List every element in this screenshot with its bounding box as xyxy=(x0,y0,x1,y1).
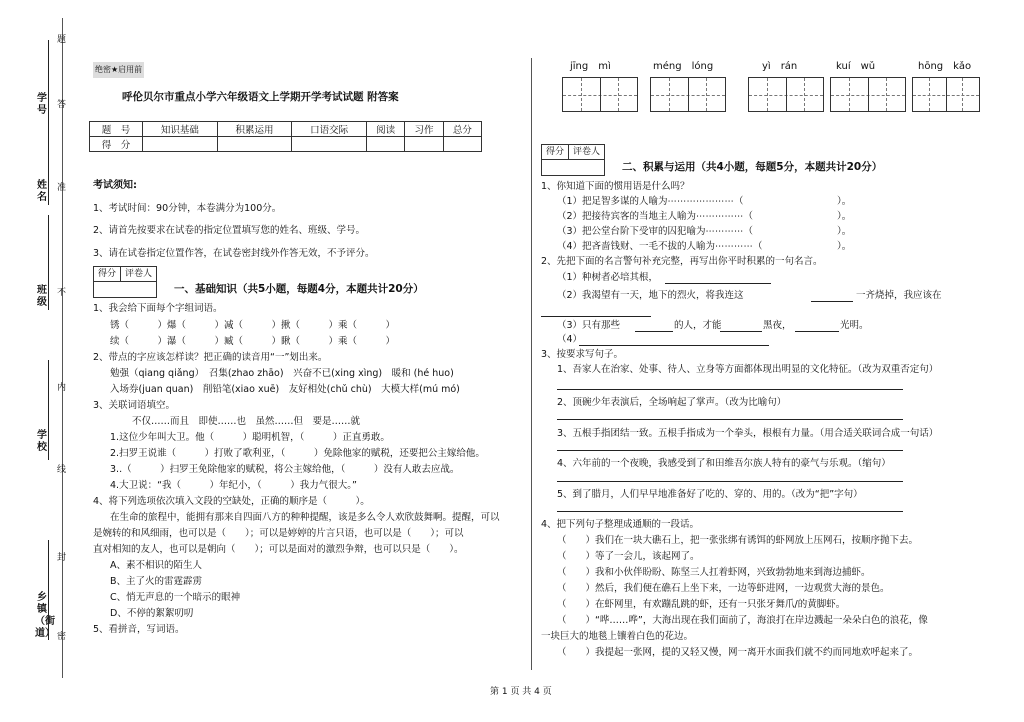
scorer-score-label: 得分 xyxy=(98,269,117,279)
question-line: 续（ ）瀑（ ）臧（ ）瞅（ ）乘（ ） xyxy=(110,336,396,347)
order-item: （ ）在虾网里，有欢蹦乱跳的虾，还有一只张牙舞爪/的黄脚虾。 xyxy=(557,599,846,610)
seal-char: 内 xyxy=(57,383,67,393)
question-line: 1、你知道下面的惯用语是什么吗？ xyxy=(541,181,690,192)
class-field[interactable] xyxy=(48,215,49,310)
score-header-cell: 总分 xyxy=(443,122,481,137)
scorer-score-label: 得分 xyxy=(546,147,565,157)
question-line: 勉强（qiang qiǎng） 召集(zhao zhāo) 兴奋不已(xing xìng) 暖和 (hé huo) xyxy=(110,368,454,379)
question-item: 3、五根手指团结一致。五根手指成为一个拳头，根根有力量。（用合适关联词合成一句话） xyxy=(557,428,939,439)
order-item: （ ）我和小伙伴盼盼、陈坚三人扛着虾网，兴致勃勃地来到海边捕虾。 xyxy=(557,567,871,578)
question-item: （3）把公堂台阶下受审的囚犯喻为⋯⋯⋯⋯（ xyxy=(557,226,754,237)
pinyin-writing-box[interactable] xyxy=(562,77,638,112)
order-item: （ ）然后，我们便在礁石上坐下来，一边等虾进网，一边观赏大海的景色。 xyxy=(557,583,890,594)
question-item: （1）种树者必培其根， xyxy=(557,272,659,283)
answer-blank[interactable] xyxy=(541,316,651,317)
scorer-box xyxy=(541,144,605,160)
scorer-reviewer-label: 评卷人 xyxy=(120,267,156,281)
scorer-reviewer-label: 评卷人 xyxy=(568,145,604,159)
question-item: 2、顶碗少年表演后，全场响起了掌声。（改为比喻句） xyxy=(557,397,787,408)
answer-blank[interactable] xyxy=(665,283,771,284)
question-line: 2、带点的字应该怎样读？把正确的读音用“一”划出来。 xyxy=(93,352,328,363)
pinyin-label: méng lóng xyxy=(653,61,714,72)
score-input-cell[interactable] xyxy=(143,137,218,152)
student-number-field[interactable] xyxy=(48,40,49,120)
order-item: 一块巨大的地毯上镶着白色的花边。 xyxy=(541,631,694,642)
option-line: B、主了火的雷霆霹雳 xyxy=(110,576,203,587)
question-line: 锈（ ）爆（ ）减（ ）揪（ ）乘（ ） xyxy=(110,320,396,331)
question-item: 1、吾家人在治家、处事、待人、立身等方面都体现出明显的文化特征。（改为双重否定句） xyxy=(557,364,939,375)
seal-char: 不 xyxy=(57,288,67,298)
section2-heading: 二、积累与运用（共4小题，每题5分，本题共计20分） xyxy=(622,161,883,173)
name-label: 姓名 xyxy=(37,180,47,203)
question-item: 4、六年前的一个夜晚，我感受到了和田维吾尔族人特有的豪气与乐观。（缩句） xyxy=(557,458,891,469)
question-line: 1.这位少年叫大卫。他（ ）聪明机智，（ ）正直勇敢。 xyxy=(110,432,390,443)
question-line: 入场券(juan quan) 削铅笔(xiao xuē) 友好相处(chǔ chù) 大模大样(mú mó) xyxy=(110,384,460,395)
question-item: 光明。 xyxy=(840,320,869,331)
question-item: 黑夜， xyxy=(763,320,792,331)
score-input-cell[interactable] xyxy=(367,137,405,152)
question-line: 是婉转的和风细雨，也可以是（ ）；可以是婷婷的片言只语，也可以是（ ）；可以 xyxy=(93,528,464,539)
answer-close: ）。 xyxy=(837,226,852,237)
binding-line xyxy=(62,18,63,678)
score-header-cell: 题 号 xyxy=(90,122,143,137)
question-item: （2）我渴望有一天，地下的烈火，将我连这 xyxy=(557,290,744,301)
question-line: 不仅……而且 即使……也 虽然……但 要是……就 xyxy=(132,416,361,427)
answer-close: ）。 xyxy=(837,196,852,207)
score-header-cell: 口语交际 xyxy=(292,122,367,137)
score-input-cell[interactable] xyxy=(217,137,292,152)
pinyin-writing-box[interactable] xyxy=(830,77,906,112)
answer-line[interactable] xyxy=(557,450,903,451)
pinyin-label: jīng mì xyxy=(570,61,611,72)
question-item: （3）只有那些 xyxy=(557,320,621,331)
notice-item: 1、考试时间：90分钟，本卷满分为100分。 xyxy=(93,203,282,214)
scorer-input[interactable] xyxy=(93,281,157,298)
question-line: 3、按要求写句子。 xyxy=(541,349,624,360)
question-line: 4.大卫说：“我（ ）年纪小，（ ）我力气很大。” xyxy=(110,480,357,491)
score-input-cell[interactable] xyxy=(443,137,481,152)
question-item: 一齐烧掉，我应该在 xyxy=(856,290,942,301)
school-field[interactable] xyxy=(48,360,49,460)
answer-blank[interactable] xyxy=(579,345,769,346)
answer-line[interactable] xyxy=(557,511,903,512)
score-table xyxy=(89,121,482,152)
question-item: 的人，才能 xyxy=(674,320,722,331)
seal-char: 线 xyxy=(57,465,67,475)
option-line: C、悄无声息的一个暗示的眼神 xyxy=(110,592,241,603)
order-item: （ ）“哗……哗”，大海出现在我们面前了，海浪打在岸边溅起一朵朵白色的浪花，像 xyxy=(557,615,928,626)
question-line: 4、把下列句子整理成通顺的一段话。 xyxy=(541,519,700,530)
answer-line[interactable] xyxy=(557,389,903,390)
school-label: 学校 xyxy=(37,430,47,453)
option-line: D、不停的絮絮叨叨 xyxy=(110,608,194,619)
answer-blank[interactable] xyxy=(720,331,762,332)
order-item: （ ）我们在一块大礁石上，把一张张绑有诱饵的虾网放上压网石，按顺序抛下去。 xyxy=(557,535,919,546)
answer-close: ）。 xyxy=(837,211,852,222)
question-line: 2.扫罗王说谁（ ）打败了歌利亚，（ ）免除他家的赋税，还要把公主嫁给他。 xyxy=(110,448,485,459)
column-divider xyxy=(531,58,532,670)
section1-heading: 一、基础知识（共5小题，每题4分，本题共计20分） xyxy=(174,283,424,295)
seal-char: 准 xyxy=(57,183,67,193)
score-header-cell: 阅读 xyxy=(367,122,405,137)
question-item: （2）把接待宾客的当地主人喻为⋯⋯⋯⋯⋯（ xyxy=(557,211,754,222)
seal-char: 封 xyxy=(57,553,67,563)
notice-title: 考试须知: xyxy=(93,180,137,191)
question-line: 1、我会给下面每个字组词语。 xyxy=(93,303,223,314)
page-footer: 第 1 页 共 4 页 xyxy=(490,687,552,697)
score-header-cell: 知识基础 xyxy=(143,122,218,137)
seal-char: 答 xyxy=(57,100,67,110)
class-label: 班级 xyxy=(37,285,47,308)
pinyin-writing-box[interactable] xyxy=(748,77,824,112)
answer-line[interactable] xyxy=(557,481,903,482)
order-item: （ ）等了一会儿，该起网了。 xyxy=(557,551,700,562)
score-input-cell[interactable] xyxy=(292,137,367,152)
question-line: 3、关联词语填空。 xyxy=(93,400,176,411)
township-label: 乡镇（街道） xyxy=(35,592,55,639)
pinyin-label: kuí wǔ xyxy=(836,61,876,72)
question-line: 2、先把下面的名言警句补充完整，再写出你平时积累的一句名言。 xyxy=(541,256,823,267)
page-title: 呼伦贝尔市重点小学六年级语文上学期开学考试试题 附答案 xyxy=(122,91,399,103)
name-field[interactable] xyxy=(48,120,49,205)
question-line: 5、看拼音，写词语。 xyxy=(93,624,185,635)
score-row-label: 得 分 xyxy=(90,137,143,152)
pinyin-label: hōng kǎo xyxy=(918,61,972,72)
pinyin-label: yì rán xyxy=(762,61,798,72)
scorer-box xyxy=(93,266,157,282)
score-header-cell: 积累运用 xyxy=(217,122,292,137)
question-line: 4、将下列选项依次填入文段的空缺处，正确的顺序是（ ）。 xyxy=(93,496,370,507)
notice-item: 2、请首先按要求在试卷的指定位置填写您的姓名、班级、学号。 xyxy=(93,225,366,236)
question-line: 3..（ ）扫罗王免除他家的赋税，将公主嫁给他，（ ）没有人敢去应战。 xyxy=(110,464,460,475)
option-line: A、素不相识的陌生人 xyxy=(110,560,202,571)
answer-blank[interactable] xyxy=(635,331,673,332)
question-line: 在生命的旅程中，能拥有那来自四面八方的种种提醒，该是多么令人欢欣鼓舞啊。提醒，可以 xyxy=(110,512,500,523)
student-number-label: 学号 xyxy=(37,93,47,116)
pinyin-writing-box[interactable] xyxy=(912,77,980,112)
answer-blank[interactable] xyxy=(811,301,853,302)
township-field[interactable] xyxy=(48,540,49,640)
question-item: （4） xyxy=(557,334,583,345)
seal-char: 密 xyxy=(57,632,67,642)
scorer-input[interactable] xyxy=(541,159,605,176)
question-item: （4）把吝啬钱财、一毛不拔的人喻为⋯⋯⋯⋯（ xyxy=(557,241,763,252)
answer-blank[interactable] xyxy=(795,331,839,332)
notice-item: 3、请在试卷指定位置作答，在试卷密封线外作答无效，不予评分。 xyxy=(93,248,375,259)
answer-close: ）。 xyxy=(837,241,852,252)
pinyin-writing-box[interactable] xyxy=(650,77,726,112)
answer-line[interactable] xyxy=(557,419,903,420)
question-item: （1）把足智多谋的人喻为⋯⋯⋯⋯⋯⋯⋯（ xyxy=(557,196,744,207)
order-item: （ ）我提起一张网，提的又轻又慢，网一离开水面我们就不约而同地欢呼起来了。 xyxy=(557,647,919,658)
question-item: 5、到了腊月，人们早早地准备好了吃的、穿的、用的。（改为“把”字句） xyxy=(557,489,863,500)
secret-tag: 绝密★启用前 xyxy=(93,62,144,78)
score-input-cell[interactable] xyxy=(405,137,443,152)
score-header-cell: 习作 xyxy=(405,122,443,137)
question-line: 直对相知的友人，也可以是朝向（ ）；可以是面对的激烈争辩，也可以只是（ ）。 xyxy=(93,544,464,555)
seal-char: 题 xyxy=(57,35,67,45)
